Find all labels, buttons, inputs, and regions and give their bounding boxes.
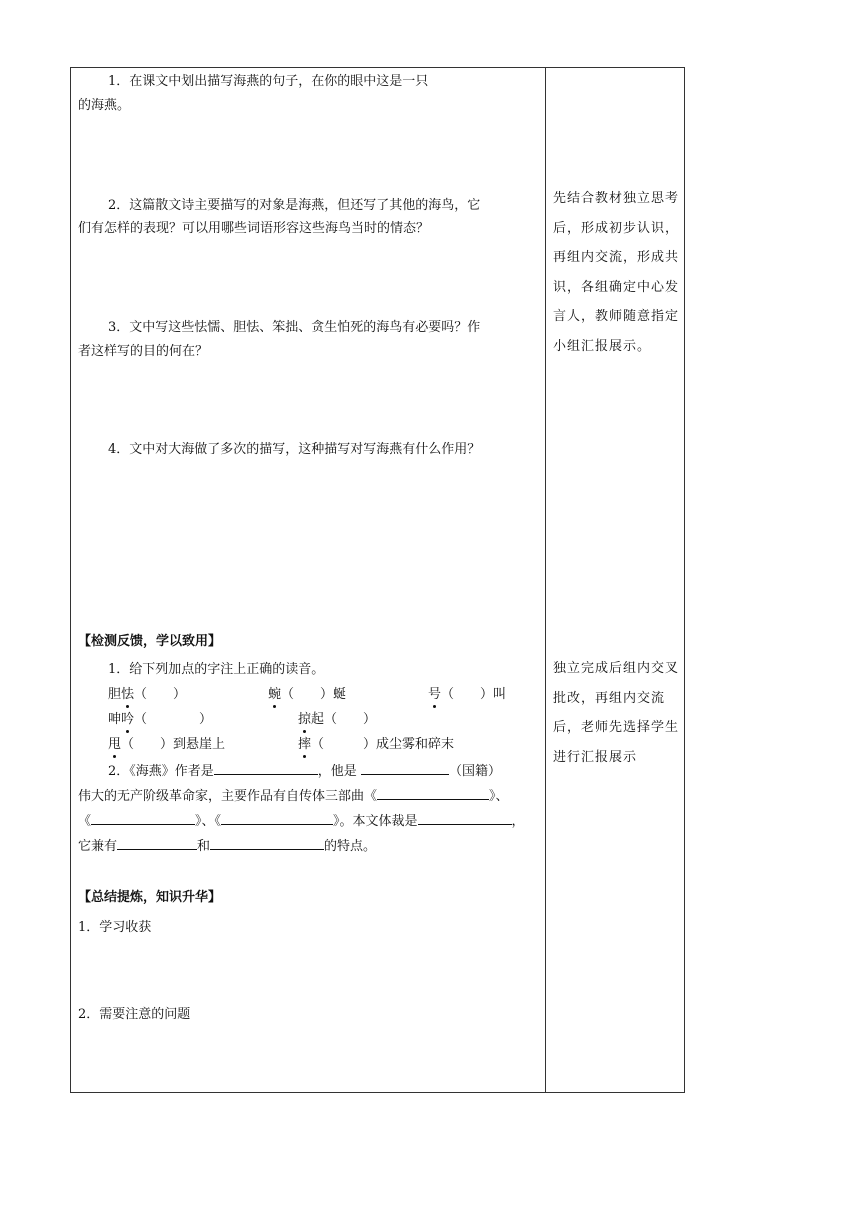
dotted-char: 号 xyxy=(428,685,441,705)
feedback-item-2-line-3: 《 》、《 》。本文体裁是 ， xyxy=(78,810,525,832)
blank-trilogy-1[interactable] xyxy=(377,785,489,800)
feedback-item-1: 1．给下列加点的字注上正确的读音。 xyxy=(108,662,325,677)
question-1-line-2: 的海燕。 xyxy=(78,98,131,113)
question-2-line-1: 2．这篇散文诗主要描写的对象是海燕，但还写了其他的海鸟，它 xyxy=(108,198,481,213)
column-divider xyxy=(545,67,546,1093)
summary-heading: 【总结提炼，知识升华】 xyxy=(78,890,222,905)
pinyin-item-wanyan: 蜿（ ）蜒 xyxy=(268,685,346,705)
pinyin-item-lveqi: 掠起（ ） xyxy=(298,710,376,730)
blank-author[interactable] xyxy=(214,760,318,775)
question-1-line-1: 1．在课文中划出描写海燕的句子，在你的眼中这是一只 xyxy=(108,74,429,89)
blank-feature-2[interactable] xyxy=(210,835,324,850)
side-note-feedback: 独立完成后组内交叉批改，再组内交流后，老师先选择学生进行汇报展示 xyxy=(553,661,680,765)
summary-item-2: 2．需要注意的问题 xyxy=(78,1007,191,1022)
dotted-char: 甩 xyxy=(108,735,121,755)
dotted-char: 怯 xyxy=(121,685,134,705)
feedback-item-2-line-1: 2．《海燕》作者是 ，他是 （国籍） xyxy=(108,760,501,782)
pinyin-item-shuai2: 摔（ ）成尘雾和碎末 xyxy=(298,735,454,755)
feedback-item-2-line-4: 它兼有 和 的特点。 xyxy=(78,835,376,857)
question-3-line-2: 者这样写的目的何在？ xyxy=(78,344,209,359)
question-4: 4．文中对大海做了多次的描写，这种描写对写海燕有什么作用？ xyxy=(108,442,481,457)
pinyin-item-shenyin: 呻吟（ ） xyxy=(108,710,212,730)
blank-feature-1[interactable] xyxy=(117,835,197,850)
blank-trilogy-3[interactable] xyxy=(221,810,333,825)
blank-nationality[interactable] xyxy=(361,760,449,775)
pinyin-item-haojiao: 号（ ）叫 xyxy=(428,685,506,705)
pinyin-item-shuai: 甩（ ）到悬崖上 xyxy=(108,735,225,755)
blank-genre[interactable] xyxy=(418,810,512,825)
blank-trilogy-2[interactable] xyxy=(91,810,195,825)
feedback-heading: 【检测反馈，学以致用】 xyxy=(78,634,222,649)
feedback-item-2-line-2: 伟大的无产阶级革命家，主要作品有自传体三部曲《 》、 xyxy=(78,785,509,807)
dotted-char: 蜿 xyxy=(268,685,281,705)
question-3-line-1: 3．文中写这些怯懦、胆怯、笨拙、贪生怕死的海鸟有必要吗？作 xyxy=(108,320,481,335)
dotted-char: 吟 xyxy=(121,710,134,730)
pinyin-item-danqie: 胆怯（ ） xyxy=(108,685,186,705)
dotted-char: 掠 xyxy=(298,710,311,730)
side-note-discussion: 先结合教材独立思考后，形成初步认识，再组内交流，形成共识，各组确定中心发言人，教师随意指定小组汇报展示。 xyxy=(553,191,680,354)
question-2-line-2: 们有怎样的表现？可以用哪些词语形容这些海鸟当时的情态？ xyxy=(78,221,430,236)
dotted-char: 摔 xyxy=(298,735,311,755)
summary-item-1: 1．学习收获 xyxy=(78,920,152,935)
